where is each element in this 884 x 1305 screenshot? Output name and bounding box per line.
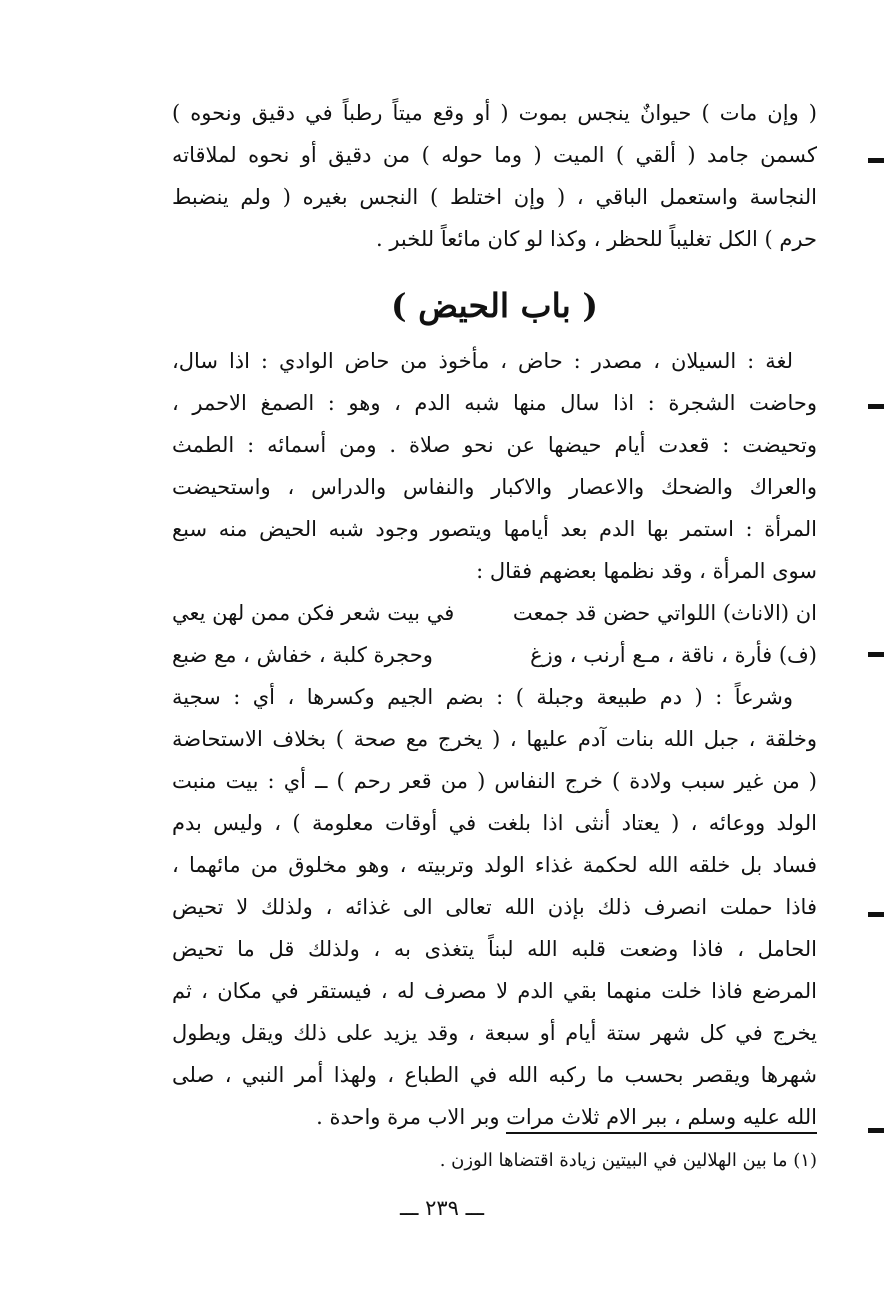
footnote: (١) ما بين الهلالين في البيتين زيادة اقتضاها الوزن . (439, 1150, 817, 1171)
edge-mark (868, 912, 884, 917)
intro-paragraph (172, 92, 817, 260)
poem-verses (172, 592, 817, 676)
verse-second-hemistich: وحجرة كلبة ، خفاش ، مع ضبع (172, 643, 433, 667)
text-line: سوى المرأة ، وقد نظمها بعضهم فقال : (476, 559, 817, 583)
text-line: لغة : السيلان ، مصدر : حاض ، مأخوذ من حاض الوادي : اذا سال، (172, 349, 793, 373)
text-line: يخرج في كل شهر ستة أيام أو سبعة ، وقد يزيد على ذلك ويقل ويطول (172, 1021, 817, 1045)
text-line: فاذا حملت انصرف ذلك بإذن الله تعالى الى غذائه ، ولذلك لا تحيض (172, 895, 817, 919)
verse-first-hemistich: (ف) فأرة ، ناقة ، مـع أرنب ، وزغ (530, 643, 817, 667)
text-line: ( من غير سبب ولادة ) خرج النفاس ( من قعر رحم ) ــ أي : بيت منبت (172, 769, 817, 793)
edge-mark (868, 404, 884, 409)
footnote-divider (506, 1132, 817, 1134)
text-line: وحاضت الشجرة : اذا سال منها شبه الدم ، وهو : الصمغ الاحمر ، (172, 391, 817, 415)
text-line: والعراك والضحك والاعصار والاكبار والنفاس والدراس ، واستحيضت (172, 475, 817, 499)
text-line: المرضع فاذا خلت منهما بقي الدم لا مصرف له ، فيستقر في مكان ، ثم (172, 979, 817, 1003)
verse-second-hemistich: في بيت شعر فكن ممن لهن يعي (172, 601, 455, 625)
text-line: شهرها ويقصر بحسب ما ركبه الله في الطباع ، ولهذا أمر النبي ، صلى (172, 1063, 817, 1087)
text-line: ( وإن مات ) حيوانٌ ينجس بموت ( أو وقع ميتاً رطباً في دقيق ونحوه ) (172, 101, 817, 125)
verse-line (172, 592, 817, 634)
text-line: وشرعاً : ( دم طبيعة وجبلة ) : بضم الجيم وكسرها ، أي : سجية (172, 685, 793, 709)
edge-mark (868, 1128, 884, 1133)
text-line: المرأة : استمر بها الدم بعد أيامها ويتصور وجود شبه الحيض منه سبع (172, 517, 817, 541)
text-line: الولد ووعائه ، ( يعتاد أنثى اذا بلغت في أوقات معلومة ) ، وليس بدم (172, 811, 817, 835)
edge-mark (868, 158, 884, 163)
definition-paragraph (172, 340, 817, 592)
legal-definition-paragraph (172, 676, 817, 1138)
chapter-heading: ( باب الحيض ) (391, 286, 598, 325)
text-line: الله عليه وسلم ، ببر الام ثلاث مرات وبر الاب مرة واحدة . (316, 1105, 817, 1129)
verse-line (172, 634, 817, 676)
verse-first-hemistich: ان (الاناث) اللواتي حضن قد جمعت (512, 601, 817, 625)
text-line: الحامل ، فاذا وضعت قلبه الله لبناً يتغذى به ، ولذلك قل ما تحيض (172, 937, 817, 961)
text-line: النجاسة واستعمل الباقي ، ( وإن اختلط ) النجس بغيره ( ولم ينضبط (172, 185, 817, 209)
text-line: كسمن جامد ( ألقي ) الميت ( وما حوله ) من دقيق أو نحوه لملاقاته (172, 143, 817, 167)
text-line: وتحيضت : قعدت أيام حيضها عن نحو صلاة . ومن أسمائه : الطمث (172, 433, 817, 457)
text-line: حرم ) الكل تغليباً للحظر ، وكذا لو كان مائعاً للخبر . (375, 227, 817, 251)
page-number: ـــ ٢٣٩ ـــ (399, 1196, 485, 1220)
text-line: وخلقة ، جبل الله بنات آدم عليها ، ( يخرج مع صحة ) بخلاف الاستحاضة (172, 727, 817, 751)
text-line: فساد بل خلقه الله لحكمة غذاء الولد وتربيته ، وهو مخلوق من مائهما ، (172, 853, 817, 877)
edge-mark (868, 652, 884, 657)
